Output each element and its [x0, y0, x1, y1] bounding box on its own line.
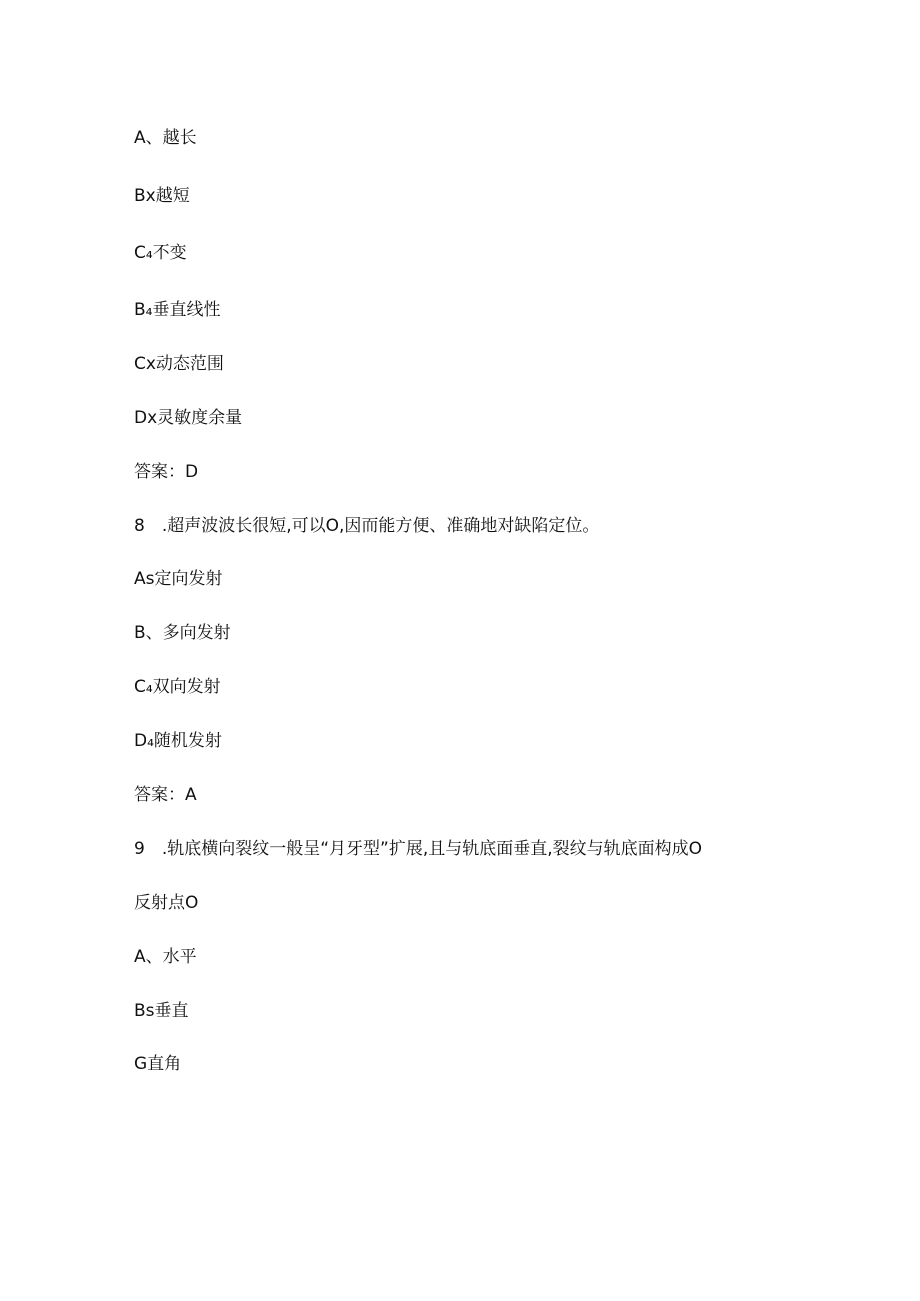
- option-c-unchanged: C₄不变: [134, 243, 187, 263]
- answer-line: 答案：D: [134, 462, 199, 482]
- option-c-bidirectional: C₄双向发射: [134, 677, 221, 697]
- option-d-random: D₄随机发射: [134, 731, 222, 751]
- option-b-vertical-linearity: B₄垂直线性: [134, 300, 221, 320]
- option-d-sensitivity-margin: Dx灵敏度余量: [134, 408, 243, 428]
- question-9: 9 .轨底横向裂纹一般呈“月牙型”扩展,且与轨底面垂直,裂纹与轨底面构成O: [134, 839, 703, 859]
- answer-line: 答案：A: [134, 785, 197, 805]
- option-b-multi-directional: B、多向发射: [134, 623, 231, 643]
- option-b-shorter: Bx越短: [134, 186, 190, 206]
- question-8: 8 .超声波波长很短,可以O,因而能方便、准确地对缺陷定位。: [134, 516, 600, 536]
- option-a-horizontal: A、水平: [134, 947, 197, 967]
- option-c-dynamic-range: Cx动态范围: [134, 354, 224, 374]
- question-9-continuation: 反射点O: [134, 893, 199, 913]
- option-a-longer: A、越长: [134, 128, 197, 148]
- option-a-directional: As定向发射: [134, 569, 223, 589]
- option-c-right-angle: G直角: [134, 1054, 182, 1074]
- option-b-vertical: Bs垂直: [134, 1001, 189, 1021]
